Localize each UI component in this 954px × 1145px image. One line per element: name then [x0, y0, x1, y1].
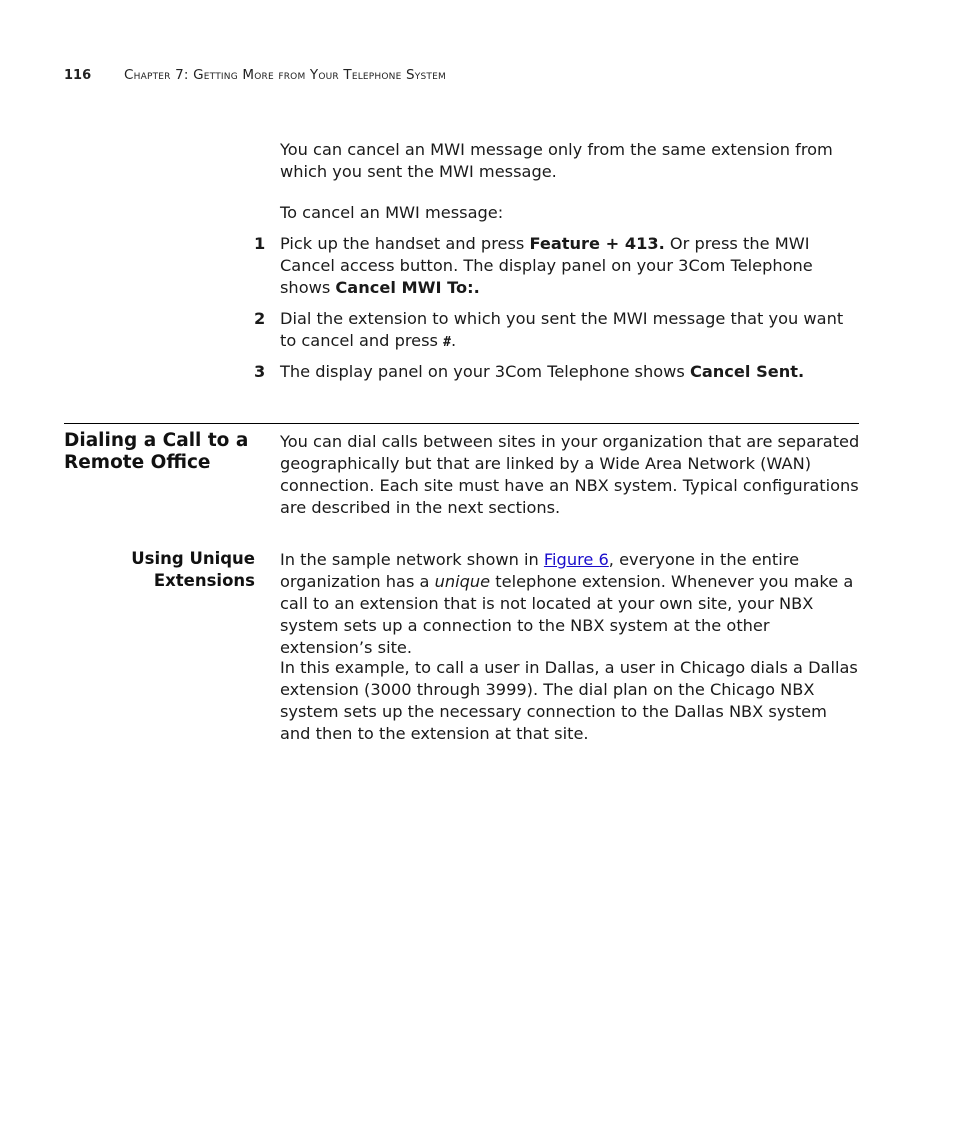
- page-header: [64, 67, 446, 83]
- subsection-text: In this example, to call a user in Dallas, a user in Chicago dials a Dallas extension (3000 through 3999). The dial plan on the Chicago NBX system sets up the necessary connection to the Dallas NBX system and then to the extension at that site.: [280, 658, 858, 743]
- display-text: Cancel MWI To:.: [335, 278, 480, 297]
- section-heading: Dialing a Call to a Remote Office: [64, 430, 249, 473]
- step-text-part: The display panel on your 3Com Telephone shows: [280, 362, 690, 381]
- section-text: You can dial calls between sites in your organization that are separated geographically but that are linked by a Wide Area Network (WAN) connection. Each site must have an NBX system. Typical configurations are described in the next sections.: [280, 432, 860, 517]
- step-text-part: Dial the extension to which you sent the MWI message that you want to cancel and press: [280, 309, 844, 350]
- subsection-heading: Using Unique Extensions: [131, 549, 255, 590]
- emphasis: unique: [434, 572, 491, 591]
- step-text-part: .: [450, 331, 457, 350]
- step-text: [280, 308, 860, 354]
- subsection-paragraph-2: [280, 657, 860, 745]
- subsection-paragraph-1: [280, 549, 860, 659]
- text-part: In the sample network shown in: [280, 550, 544, 569]
- key-glyph: #: [443, 335, 451, 350]
- step-2: [254, 308, 860, 354]
- intro-paragraph: [280, 139, 860, 183]
- step-text: [280, 233, 860, 299]
- step-number: 3: [254, 362, 266, 381]
- intro-lead-text: To cancel an MWI message:: [280, 203, 504, 222]
- display-text: Cancel Sent.: [689, 362, 805, 381]
- step-3: [254, 361, 860, 383]
- step-1: [254, 233, 860, 299]
- section-divider: [64, 423, 859, 424]
- step-text-part: Pick up the handset and press: [280, 234, 530, 253]
- feature-code: Feature + 413.: [529, 234, 665, 253]
- figure-6-link[interactable]: Figure 6: [543, 550, 609, 569]
- text-part: , everyone in the entire organization has a: [280, 550, 800, 591]
- page-number: 116: [64, 68, 92, 83]
- text-part: telephone extension. Whenever you make a call to an extension that is not located at your own site, your NBX system sets up a connection to the NBX system at the other extension’s site.: [280, 572, 854, 657]
- step-text: [280, 361, 860, 383]
- subsection-text: [280, 549, 860, 659]
- step-number: 2: [254, 309, 266, 328]
- step-number: 1: [254, 234, 266, 253]
- step-text-part: Or press the MWI Cancel access button. The display panel on your 3Com Telephone shows: [280, 234, 813, 297]
- intro-text: You can cancel an MWI message only from the same extension from which you sent the MWI message.: [280, 140, 833, 181]
- intro-lead: [280, 202, 860, 224]
- section-paragraph: [280, 431, 860, 519]
- chapter-title: Chapter 7: Getting More from Your Telephone System: [124, 67, 446, 83]
